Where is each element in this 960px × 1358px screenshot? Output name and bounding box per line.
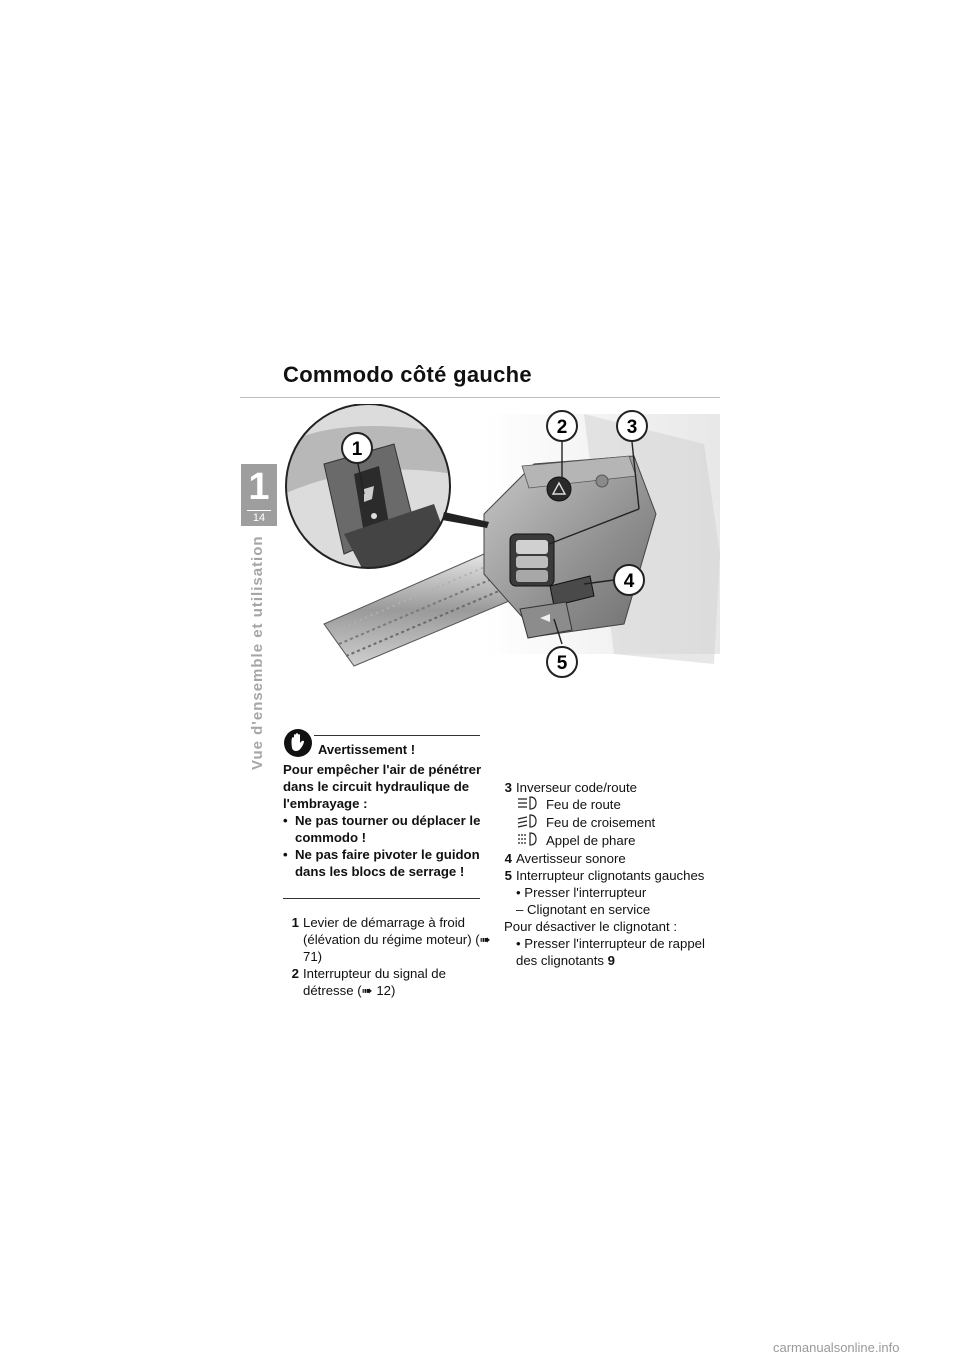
callout-4 — [614, 565, 644, 595]
chapter-number: 1 — [248, 466, 270, 508]
warning-title: Avertissement ! — [318, 742, 416, 757]
callout-2-label: 2 — [556, 417, 568, 438]
legend-number: 2 — [291, 966, 299, 981]
warning-body — [283, 761, 483, 880]
headlight-flasher-icon — [516, 832, 546, 850]
warning-bullet-text: Ne pas tourner ou déplacer le commodo ! — [295, 813, 481, 845]
bullet-dot: • — [283, 813, 288, 828]
legend-number: 3 — [504, 780, 512, 795]
legend-item — [283, 914, 493, 965]
legend-text: Avertisseur sonore — [516, 851, 626, 866]
warning-top-rule — [314, 735, 480, 736]
legend-text: Interrupteur du signal de détresse (➠ 12) — [303, 966, 446, 998]
legend-number: 1 — [291, 915, 299, 930]
legend-item — [496, 779, 706, 796]
callout-3 — [617, 411, 647, 441]
chapter-divider — [247, 510, 271, 511]
legend-item — [283, 965, 493, 999]
warning-bullet — [283, 812, 483, 846]
indicator-dash: – Clignotant en service — [516, 902, 651, 917]
warning-bullet-text: Ne pas faire pivoter le guidon dans les blocs de serrage ! — [295, 847, 480, 879]
title-rule — [240, 397, 720, 398]
inset-detail — [284, 404, 489, 572]
low-beam-label: Feu de croisement — [546, 815, 656, 830]
headlight-flasher-label: Appel de phare — [546, 833, 636, 848]
legend-text: Inverseur code/route — [516, 780, 637, 795]
handlebar-switch-illustration — [284, 404, 720, 694]
indicator-off-note: Pour désactiver le clignotant : — [504, 919, 677, 934]
callout-1-label: 1 — [351, 439, 363, 460]
high-beam-row — [496, 796, 706, 814]
legend-item — [496, 850, 706, 867]
low-beam-icon — [516, 814, 546, 832]
callout-5-label: 5 — [556, 653, 568, 674]
legend-item — [496, 867, 706, 884]
chapter-tab — [241, 464, 277, 526]
callout-4-label: 4 — [623, 571, 635, 592]
warning-intro: Pour empêcher l'air de pénétrer dans le circuit hydraulique de l'embrayage : — [283, 762, 482, 811]
callout-3-label: 3 — [626, 417, 638, 438]
legend-list-right — [496, 779, 706, 969]
legend-number: 4 — [504, 851, 512, 866]
indicator-bullet-2-ref: 9 — [607, 953, 615, 968]
high-beam-label: Feu de route — [546, 797, 621, 812]
indicator-bullet-1: • Presser l'interrupteur — [516, 885, 647, 900]
legend-list-left — [283, 914, 493, 999]
legend-text: Levier de démarrage à froid (élévation du régime moteur) (➠ 71) — [303, 915, 491, 964]
warning-bottom-rule — [283, 898, 480, 899]
warning-bullet — [283, 846, 483, 880]
indicator-bullet-2-text: • Presser l'interrupteur de rappel des clignotants — [516, 936, 705, 968]
legend-number: 5 — [504, 868, 512, 883]
page-title: Commodo côté gauche — [283, 362, 532, 387]
chapter-side-label: Vue d'ensemble et utilisation — [249, 535, 266, 770]
low-beam-row — [496, 814, 706, 832]
indicator-bullet-2 — [496, 935, 706, 969]
bullet-dot: • — [283, 847, 288, 862]
callout-1 — [342, 433, 372, 463]
legend-text: Interrupteur clignotants gauches — [516, 868, 705, 883]
callout-2 — [547, 411, 577, 441]
hand-warning-icon — [283, 728, 313, 758]
watermark: carmanualsonline.info — [773, 1340, 900, 1355]
callout-5 — [547, 647, 577, 677]
page-number: 14 — [252, 512, 266, 524]
headlight-flasher-row — [496, 832, 706, 850]
high-beam-icon — [516, 796, 546, 814]
